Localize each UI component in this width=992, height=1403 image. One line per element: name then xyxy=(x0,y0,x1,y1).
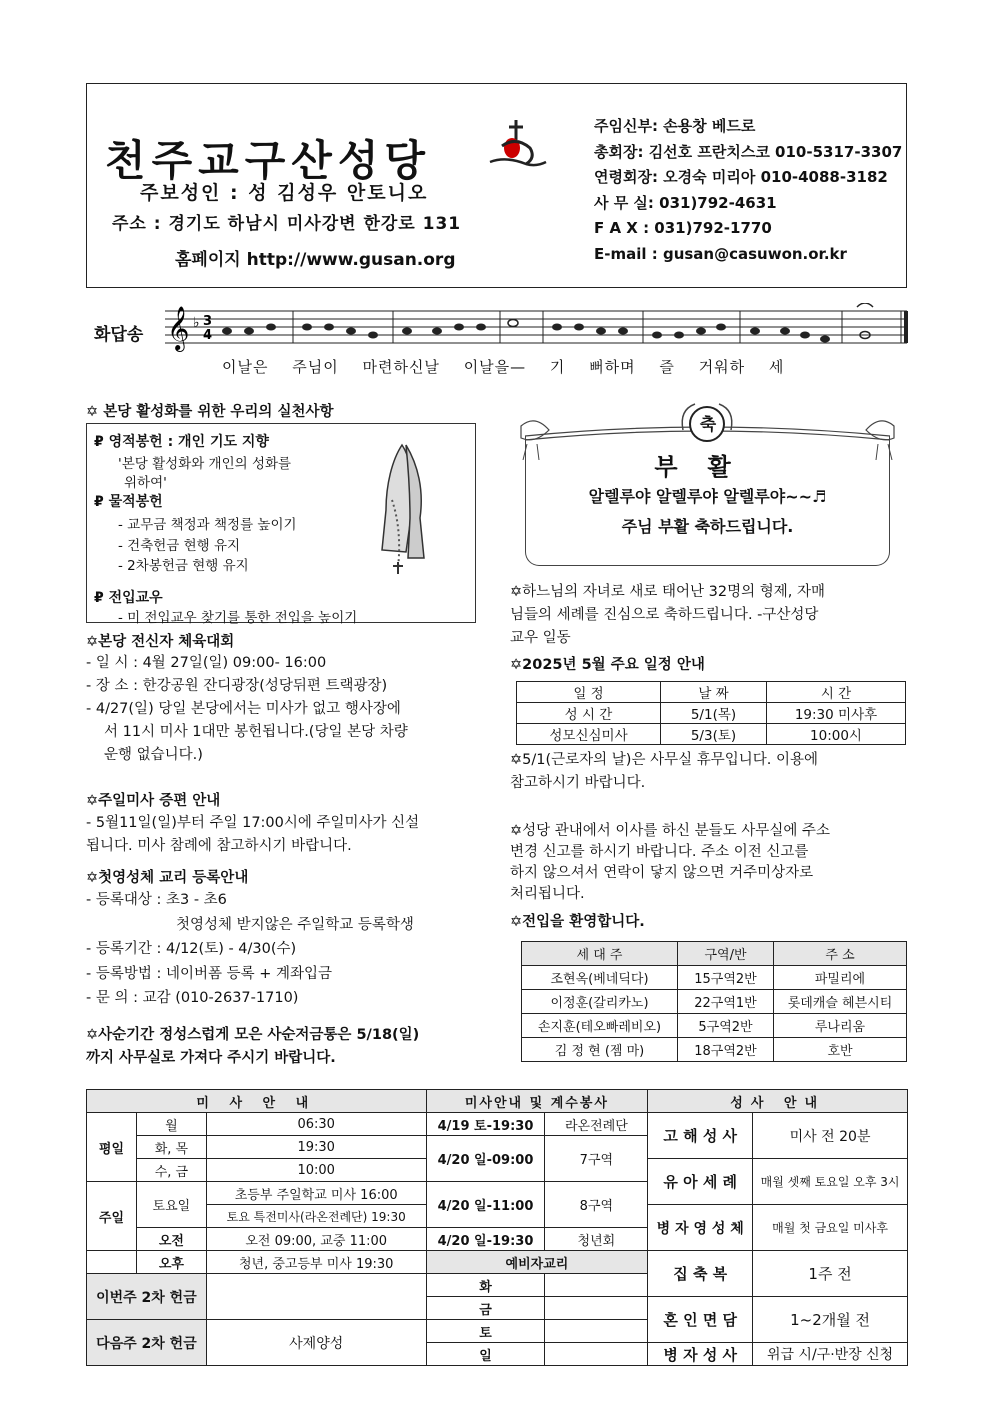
sacrament-info: 1~2개월 전 xyxy=(753,1297,908,1343)
service-head: 미사안내 및 계수봉사 xyxy=(426,1090,648,1113)
catechism-day: 일 xyxy=(426,1343,545,1366)
day-label: 토요일 xyxy=(136,1182,206,1228)
may-heading: ✡2025년 5월 주요 일정 안내 xyxy=(510,657,705,673)
practice-line: ₽ 영적봉헌 : 개인 기도 지향 xyxy=(94,434,269,450)
practice-line: - 교무금 책정과 책정를 높이기 xyxy=(118,517,297,533)
text-line: 성당 관내에서 이사를 하신 분들도 사무실에 주소 xyxy=(522,823,830,839)
sacrament-name: 고 해 성 사 xyxy=(648,1113,753,1159)
catechism-day: 화 xyxy=(426,1274,545,1297)
table-row xyxy=(522,990,907,1014)
practice-line: - 미 전입교우 찾기를 통한 전입을 높이기 xyxy=(118,610,358,626)
service-group: 청년회 xyxy=(545,1228,648,1251)
mass-time: 오전 09:00, 교중 11:00 xyxy=(206,1228,426,1251)
service-date: 4/19 토-19:30 xyxy=(426,1113,545,1136)
offering-value: 사제양성 xyxy=(206,1320,426,1366)
text-line: - 문 의 : 교감 (010-2637-1710) xyxy=(86,990,299,1006)
sacrament-name: 병 자 영 성 체 xyxy=(648,1205,753,1251)
mass-time: 06:30 xyxy=(206,1113,426,1136)
table-header: 주 소 xyxy=(774,942,907,966)
practice-heading: ✡ 본당 활성화를 위한 우리의 실천사항 xyxy=(86,404,334,420)
baptism-notice: ✡하느님의 자녀로 새로 태어난 32명의 형제, 자매 님들의 세례를 진심으로 축하드립니다. -구산성당 교우 일동 xyxy=(510,581,910,650)
table-header: 세 대 주 xyxy=(522,942,678,966)
text-line: 님들의 세례를 진심으로 축하드립니다. -구산성당 xyxy=(510,607,819,623)
practice-line: ₽ 물적봉헌 xyxy=(94,494,163,510)
table-row xyxy=(522,966,907,990)
offering-label: 다음주 2차 헌금 xyxy=(87,1320,207,1366)
text-line: - 등록기간 : 4/12(토) - 4/30(수) xyxy=(86,941,297,957)
easter-greeting: 주님 부활 축하드립니다. xyxy=(621,517,794,536)
svg-text:𝄞: 𝄞 xyxy=(167,306,190,350)
contact-email[interactable]: E-mail : gusan@casuwon.or.kr xyxy=(594,244,847,263)
praying-hands-icon xyxy=(362,440,444,575)
welcome-title: 전입을 환영합니다. xyxy=(522,914,645,930)
table-cell: 10:00시 xyxy=(767,724,906,745)
text-line: - 5월11일(일)부터 주일 17:00시에 주일미사가 신설 xyxy=(86,815,420,831)
table-row xyxy=(87,1113,908,1136)
day-label: 월 xyxy=(136,1113,206,1136)
day-label: 오후 xyxy=(136,1251,206,1274)
table-header-row xyxy=(87,1090,908,1113)
sports-heading: ✡본당 전신자 체육대회 xyxy=(86,634,235,650)
table-cell: 22구역1반 xyxy=(678,990,774,1014)
sacrament-name: 병 자 성 사 xyxy=(648,1343,753,1366)
mass-time: 10:00 xyxy=(206,1159,426,1182)
text-line: - 등록방법 : 네이버폼 등록 + 계좌입금 xyxy=(86,965,333,982)
table-cell: 성모신심미사 xyxy=(517,724,661,745)
address: 주소 : 경기도 하남시 미사강변 한강로 131 xyxy=(112,214,462,234)
psalm-lyrics: 이날은 주님이 마련하신날 이날을— 기 뻐하며 즐 거워하 세 xyxy=(222,358,785,376)
mass-title: 주일미사 증편 안내 xyxy=(98,793,221,809)
text-line: 5/1(근로자의 날)은 사무실 휴무입니다. 이용에 xyxy=(522,752,818,768)
may-schedule-table xyxy=(516,681,906,745)
text-line: 참고하시기 바랍니다. xyxy=(510,775,646,791)
text-line: 사순기간 정성스럽게 모은 사순저금통은 5/18(일) xyxy=(98,1027,420,1043)
text-line: 첫영성체 받지않은 주일학교 등록학생 xyxy=(176,916,414,933)
homepage-link[interactable]: 홈페이지 http://www.gusan.org xyxy=(175,250,456,270)
mass-time: 초등부 주일학교 미사 16:00 xyxy=(206,1182,426,1205)
mass-info-table xyxy=(86,1089,908,1366)
contact-line: 총회장: 김선호 프란치스코 010-5317-3307 xyxy=(594,142,903,161)
welcome-heading: ✡전입을 환영합니다. xyxy=(510,914,645,930)
practice-line: - 건축헌금 현행 유지 xyxy=(118,538,241,554)
office-notice: ✡5/1(근로자의 날)은 사무실 휴무입니다. 이용에 참고하시기 바랍니다. xyxy=(510,749,910,795)
table-cell: 조현옥(베네딕다) xyxy=(522,966,678,990)
table-cell: 18구역2반 xyxy=(678,1038,774,1062)
easter-title: 부활 xyxy=(654,453,761,481)
practice-title: 본당 활성화를 위한 우리의 실천사항 xyxy=(103,404,334,420)
text-line: - 일 시 : 4월 27일(일) 09:00- 16:00 xyxy=(86,655,327,671)
text-line: - 장 소 : 한강공원 잔디광장(성당뒤편 트랙광장) xyxy=(86,678,388,694)
mass-guide-head: 미 사 안 내 xyxy=(87,1090,427,1113)
weekday-label: 평일 xyxy=(87,1113,137,1182)
table-row xyxy=(522,1014,907,1038)
contact-line: 연령회장: 오경숙 미리아 010-4088-3182 xyxy=(594,168,888,186)
communion-title: 첫영성체 교리 등록안내 xyxy=(98,870,249,886)
day-label: 오전 xyxy=(136,1228,206,1251)
table-cell: 파밀리에 xyxy=(774,966,907,990)
table-row xyxy=(522,1038,907,1062)
mass-time: 19:30 xyxy=(206,1136,426,1159)
sacrament-info: 매월 첫 금요일 미사후 xyxy=(753,1205,908,1251)
text-line: 까지 사무실로 가져다 주시기 바랍니다. xyxy=(86,1050,336,1066)
catechism-day: 금 xyxy=(426,1297,545,1320)
svg-text:3: 3 xyxy=(203,314,213,329)
may-title: 2025년 5월 주요 일정 안내 xyxy=(522,657,705,673)
church-logo-icon xyxy=(486,118,548,168)
text-line: - 4/27(일) 당일 본당에서는 미사가 없고 행사장에 xyxy=(86,701,401,717)
lent-notice: ✡사순기간 정성스럽게 모은 사순저금통은 5/18(일) 까지 사무실로 가져다 주시기 바랍니다. xyxy=(86,1024,482,1070)
offering-label: 이번주 2차 헌금 xyxy=(87,1274,207,1320)
sacrament-info: 매월 셋째 토요일 오후 3시 xyxy=(753,1159,908,1205)
sacrament-name: 혼 인 면 담 xyxy=(648,1297,753,1343)
table-cell: 롯데캐슬 헤븐시티 xyxy=(774,990,907,1014)
day-label: 화, 목 xyxy=(136,1136,206,1159)
table-header: 구역/반 xyxy=(678,942,774,966)
catechism-day: 토 xyxy=(426,1320,545,1343)
table-header: 시 간 xyxy=(767,682,906,703)
text-line: 서 11시 미사 1대만 봉헌됩니다.(당일 본당 차량 xyxy=(104,724,408,740)
service-group: 라온전례단 xyxy=(545,1113,648,1136)
table-header: 날 짜 xyxy=(661,682,767,703)
sunday-label: 주일 xyxy=(87,1182,137,1251)
sacrament-info: 위급 시/구·반장 신청 xyxy=(753,1343,908,1366)
text-line: 교우 일동 xyxy=(510,630,571,646)
offering-value xyxy=(206,1274,426,1320)
sports-title: 본당 전신자 체육대회 xyxy=(98,634,235,650)
service-date: 4/20 일-19:30 xyxy=(426,1228,545,1251)
table-cell: 15구역2반 xyxy=(678,966,774,990)
sacrament-info: 미사 전 20분 xyxy=(753,1113,908,1159)
psalm-label: 화답송 xyxy=(94,325,144,345)
table-cell: 5구역2반 xyxy=(678,1014,774,1038)
practice-line: 위하여' xyxy=(124,475,167,491)
communion-heading: ✡첫영성체 교리 등록안내 xyxy=(86,870,249,886)
move-notice: ✡성당 관내에서 이사를 하신 분들도 사무실에 주소 변경 신고를 하시기 바랍니다. 주소 이전 신고를 하지 않으셔서 연락이 닿지 않으면 거주미상자로 처리됩니다. xyxy=(510,821,910,905)
music-staff xyxy=(165,303,910,353)
table-cell: 5/3(토) xyxy=(661,724,767,745)
table-header-row xyxy=(522,942,907,966)
celebration-badge: 축 xyxy=(699,415,717,435)
service-group: 8구역 xyxy=(545,1182,648,1228)
sports-body xyxy=(86,652,482,767)
sacrament-info: 1주 전 xyxy=(753,1251,908,1297)
table-row xyxy=(517,724,906,745)
table-cell: 이정훈(갈리카노) xyxy=(522,990,678,1014)
table-cell: 손지훈(테오빠레비오) xyxy=(522,1014,678,1038)
table-header-row xyxy=(517,682,906,703)
table-row xyxy=(517,703,906,724)
text-line: 하느님의 자녀로 새로 태어난 32명의 형제, 자매 xyxy=(522,584,825,600)
service-date: 4/20 일-09:00 xyxy=(426,1136,545,1182)
patron-saint: 주보성인 : 성 김성우 안토니오 xyxy=(140,182,429,204)
welcome-table xyxy=(521,941,907,1062)
contact-line: F A X : 031)792-1770 xyxy=(594,219,772,237)
mass-time: 청년, 중고등부 미사 19:30 xyxy=(206,1251,426,1274)
table-cell: 19:30 미사후 xyxy=(767,703,906,724)
service-group: 7구역 xyxy=(545,1136,648,1182)
table-cell: 5/1(목) xyxy=(661,703,767,724)
sacrament-name: 유 아 세 례 xyxy=(648,1159,753,1205)
text-line: 처리됩니다. xyxy=(510,886,585,902)
contact-line: 주임신부: 손용창 베드로 xyxy=(594,117,756,135)
day-label: 수, 금 xyxy=(136,1159,206,1182)
practice-line: ₽ 전입교우 xyxy=(94,590,163,606)
practice-line: '본당 활성화와 개인의 성화를 xyxy=(118,456,292,472)
mass-time: 토요 특전미사(라온전례단) 19:30 xyxy=(206,1205,426,1228)
mass-heading: ✡주일미사 증편 안내 xyxy=(86,793,221,809)
service-date: 4/20 일-11:00 xyxy=(426,1182,545,1228)
contact-line: 사 무 실: 031)792-4631 xyxy=(594,193,777,212)
text-line: 하지 않으셔서 연락이 닿지 않으면 거주미상자로 xyxy=(510,865,814,881)
easter-greeting: 알렐루야 알렐루야 알렐루야~~♬ xyxy=(588,487,827,506)
table-cell: 루나리움 xyxy=(774,1014,907,1038)
mass-body xyxy=(86,812,482,858)
table-cell: 성 시 간 xyxy=(517,703,661,724)
svg-text:4: 4 xyxy=(203,328,213,343)
text-line: 운행 없습니다.) xyxy=(104,747,203,763)
sacrament-name: 집 축 복 xyxy=(648,1251,753,1297)
contact-list xyxy=(594,114,902,267)
sacrament-head: 성사 안내 xyxy=(648,1090,908,1113)
communion-body xyxy=(86,888,482,1011)
text-line: 됩니다. 미사 참례에 참고하시기 바랍니다. xyxy=(86,838,352,854)
table-cell: 김 정 현 (젬 마) xyxy=(522,1038,678,1062)
text-line: - 등록대상 : 초3 - 초6 xyxy=(86,892,227,908)
text-line: 변경 신고를 하시기 바랍니다. 주소 이전 신고를 xyxy=(510,844,809,860)
page-title: 천주교구산성당 xyxy=(105,136,432,185)
catechism-head: 예비자교리 xyxy=(426,1251,648,1274)
table-row xyxy=(87,1251,908,1274)
table-cell: 호반 xyxy=(774,1038,907,1062)
table-header: 일 정 xyxy=(517,682,661,703)
practice-line: - 2차봉헌금 현행 유지 xyxy=(118,558,249,574)
svg-text:♭: ♭ xyxy=(193,315,200,331)
